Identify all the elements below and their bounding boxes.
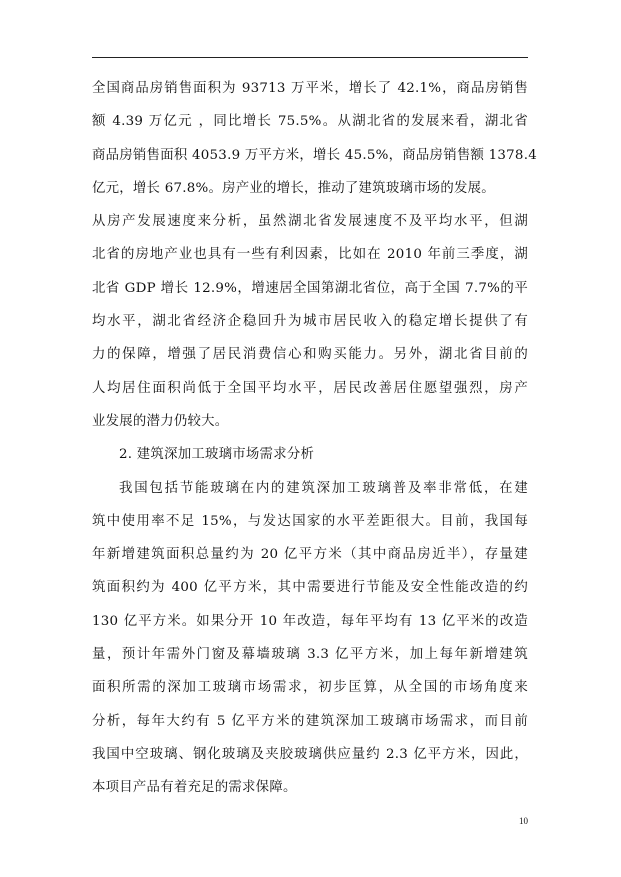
text-line: 分析，每年大约有 5 亿平方米的建筑深加工玻璃市场需求，而目前: [92, 713, 528, 729]
text-line: 均水平，湖北省经济企稳回升为城市居民收入的稳定增长提供了有: [92, 314, 528, 330]
text-line: 额 4.39 万亿元 ，同比增长 75.5%。从湖北省的发展来看，湖北省: [92, 114, 528, 130]
text-line: 我国包括节能玻璃在内的建筑深加工玻璃普及率非常低，在建: [119, 480, 528, 496]
page-number: 10: [519, 816, 528, 826]
text-line: 亿元，增长 67.8%。房产业的增长，推动了建筑玻璃市场的发展。: [92, 180, 495, 196]
text-line: 130 亿平方米。如果分开 10 年改造，每年平均有 13 亿平米的改造: [92, 613, 528, 629]
text-line: 筑面积约为 400 亿平方米，其中需要进行节能及安全性能改造的约: [92, 580, 528, 596]
header-rule: [92, 57, 528, 58]
text-line: 人均居住面积尚低于全国平均水平，居民改善居住愿望强烈，房产: [92, 380, 528, 396]
text-line: 从房产发展速度来分析，虽然湖北省发展速度不及平均水平，但湖: [92, 214, 528, 230]
text-line: 商品房销售面积 4053.9 万平方米，增长 45.5%，商品房销售额 1378.4: [92, 147, 537, 163]
text-line: 全国商品房销售面积为 93713 万平米，增长了 42.1%，商品房销售: [92, 81, 528, 96]
text-line: 北省的房地产业也具有一些有利因素，比如在 2010 年前三季度，湖: [92, 247, 528, 263]
body-text: [92, 72, 537, 805]
text-line: 我国中空玻璃、钢化玻璃及夹胶玻璃供应量约 2.3 亿平方米，因此，: [92, 746, 528, 762]
text-line: 年新增建筑面积总量约为 20 亿平方米（其中商品房近半），存量建: [92, 547, 528, 563]
text-line: 量，预计年需外门窗及幕墙玻璃 3.3 亿平方米，加上每年新增建筑: [92, 647, 528, 663]
text-line: 本项目产品有着充足的需求保障。: [92, 780, 297, 796]
text-line: 力的保障，增强了居民消费信心和购买能力。另外，湖北省目前的: [92, 347, 528, 363]
section-heading: 2. 建筑深加工玻璃市场需求分析: [119, 447, 315, 463]
text-line: 筑中使用率不足 15%，与发达国家的水平差距很大。目前，我国每: [92, 513, 528, 529]
text-line: 业发展的潜力仍较大。: [92, 413, 229, 429]
text-line: 面积所需的深加工玻璃市场需求，初步匡算，从全国的市场角度来: [92, 680, 528, 696]
text-line: 北省 GDP 增长 12.9%，增速居全国第湖北省位，高于全国 7.7%的平: [92, 280, 528, 296]
